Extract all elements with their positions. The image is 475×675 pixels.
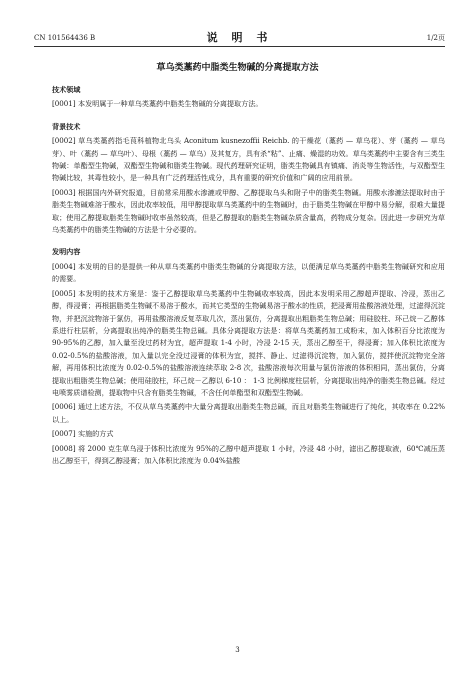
page-indicator: 1/2页	[426, 34, 445, 42]
paragraph-0003	[52, 187, 445, 237]
paragraph-text: 本发明的目的是提供一种从草乌类藁药中脂类生物碱的分离提取方法，以便满足草乌类藁药中脂类生物碱研究和应用的需要。	[52, 261, 445, 284]
paragraph-text: 本发明的技术方案是：鉴于乙醇提取草乌类藁药中生物碱收率较高，因此本发明采用乙醇超声提取、冷浸，蒸出乙醇，得浸膏；再根据脂类生物碱不易溶于酸水，而其它类型的生物碱易溶于酸水的性质，把浸膏用盐酸溶液处理，过滤得沉淀物，并把沉淀物溶于氯仿，再用盐酸溶液反复萃取几次，蒸出氯仿，分离提取出粗脂类生物总碱；用硅胶柱、环己烷－乙醇体系进行柱层析，分离提取出纯净的脂类生物总碱。具体分离提取方法是：将草乌类藁药加工成粉末，加入体积百分比浓度为 90-95%的乙醇，加入量至没过药材为宜，超声提取 1-4 小时，冷浸 2-15 天，蒸出乙醇至干，得浸膏；加入体积比浓度为 0.02-0.5%的盐酸溶液，加入量以完全没过浸膏的体积为宜，搅拌、静止、过滤得沉淀物，加入氯仿，搅拌使沉淀物完全溶解，再用体积比浓度为 0.02-0.5%的盐酸溶液连续萃取 2-8 次，盐酸溶液每次用量与氯仿溶液的体积相同，蒸出氯仿，分离提取出粗脂类生物总碱；使用硅胶柱，环己烷－乙醇以 6-10 ： 1-3 比例梯度柱层析，分离提取出纯净的脂类生物总碱。经过电喷雾质谱检测，提取物中只含有脂类生物碱，不含任何单酯型和双酯型生物碱。	[52, 288, 445, 397]
section-heading-content: 发明内容	[52, 247, 81, 257]
paragraph-number: [0005]	[52, 288, 76, 298]
paragraph-0004	[52, 261, 445, 286]
paragraph-text: 草乌类藁药指毛茛科植物北乌头 Aconitum kusnezoffii Reichb. 的干燥花（藁药 — 草乌花）、芽（藁药 — 草乌芽）、叶（藁药 — 草乌叶）、母根（藁药 — 草乌）及其复方，具有杀“粘”、止痛、燥湿的功效。草乌类藁药中主要含有三类生物碱：单酯型生物碱，双酯型生物碱和脂类生物碱。现代药理研究证明，脂类生物碱具有镇痛、消炎等生物活性，与双酯型生物碱比较，其毒性较小，是一种具有广泛药理活性成分，具有重要的研究价值和广阔的应用前景。	[52, 136, 445, 183]
section-heading-background: 背景技术	[52, 121, 81, 131]
paragraph-text: 通过上述方法，不仅从草乌类藁药中大量分离提取出脂类生物总碱，而且对脂类生物碱进行了纯化，其收率在 0.22%以上。	[52, 402, 445, 424]
paragraph-number: [0001]	[52, 99, 76, 109]
paragraph-0007	[52, 428, 445, 440]
paragraph-0002	[52, 135, 445, 185]
paragraph-text: 本发明属于一种草乌类藁药中脂类生物碱的分离提取方法。	[78, 99, 263, 109]
document-body	[52, 80, 445, 469]
page-header	[34, 30, 445, 46]
paragraph-number: [0004]	[52, 261, 76, 271]
paragraph-0001	[52, 98, 445, 110]
paragraph-number: [0006]	[52, 402, 76, 412]
paragraph-number: [0002]	[52, 136, 76, 146]
page-number: 3	[235, 646, 240, 654]
section-heading-tech: 技术领域	[52, 85, 81, 94]
paragraph-number: [0007]	[52, 429, 76, 439]
doc-id: CN 101564436 B	[34, 34, 96, 42]
header-rule	[34, 46, 445, 47]
paragraph-text: 将 2000 克生草乌浸于体积比浓度为 95%的乙醇中超声提取 1 小时，冷浸 48 小时，滤出乙醇提取液，60℃减压蒸出乙醇至干，得到乙醇浸膏；加入体积比浓度为 0.04%盐酸	[52, 443, 445, 465]
paragraph-number: [0003]	[52, 187, 76, 197]
paragraph-0005	[52, 288, 445, 400]
paragraph-text: 根据国内外研究报道，目前常采用酸水渗漉或甲醇、乙醇提取乌头和附子中的脂类生物碱。用酸水渗漉法提取时由于脂类生物碱难溶于酸水，因此收率较低，用甲醇提取草乌类藁药中的生物碱时，由于脂类生物碱在甲醇中易分解，很难大量提取；使用乙醇提取脂类生物碱时收率虽然较高，但是乙醇提取的脂类生物碱杂质含量高，药物成分复杂。因此进一步研究为草乌类藁药中的脂类生物碱的方法是十分必要的。	[52, 187, 445, 235]
paragraph-number: [0008]	[52, 443, 76, 453]
doc-title: 草乌类藁药中脂类生物碱的分离提取方法	[156, 63, 319, 73]
paragraph-text: 实施的方式	[78, 429, 114, 439]
header-label: 说 明 书	[206, 31, 273, 44]
paragraph-0006	[52, 401, 445, 426]
paragraph-0008	[52, 443, 445, 468]
